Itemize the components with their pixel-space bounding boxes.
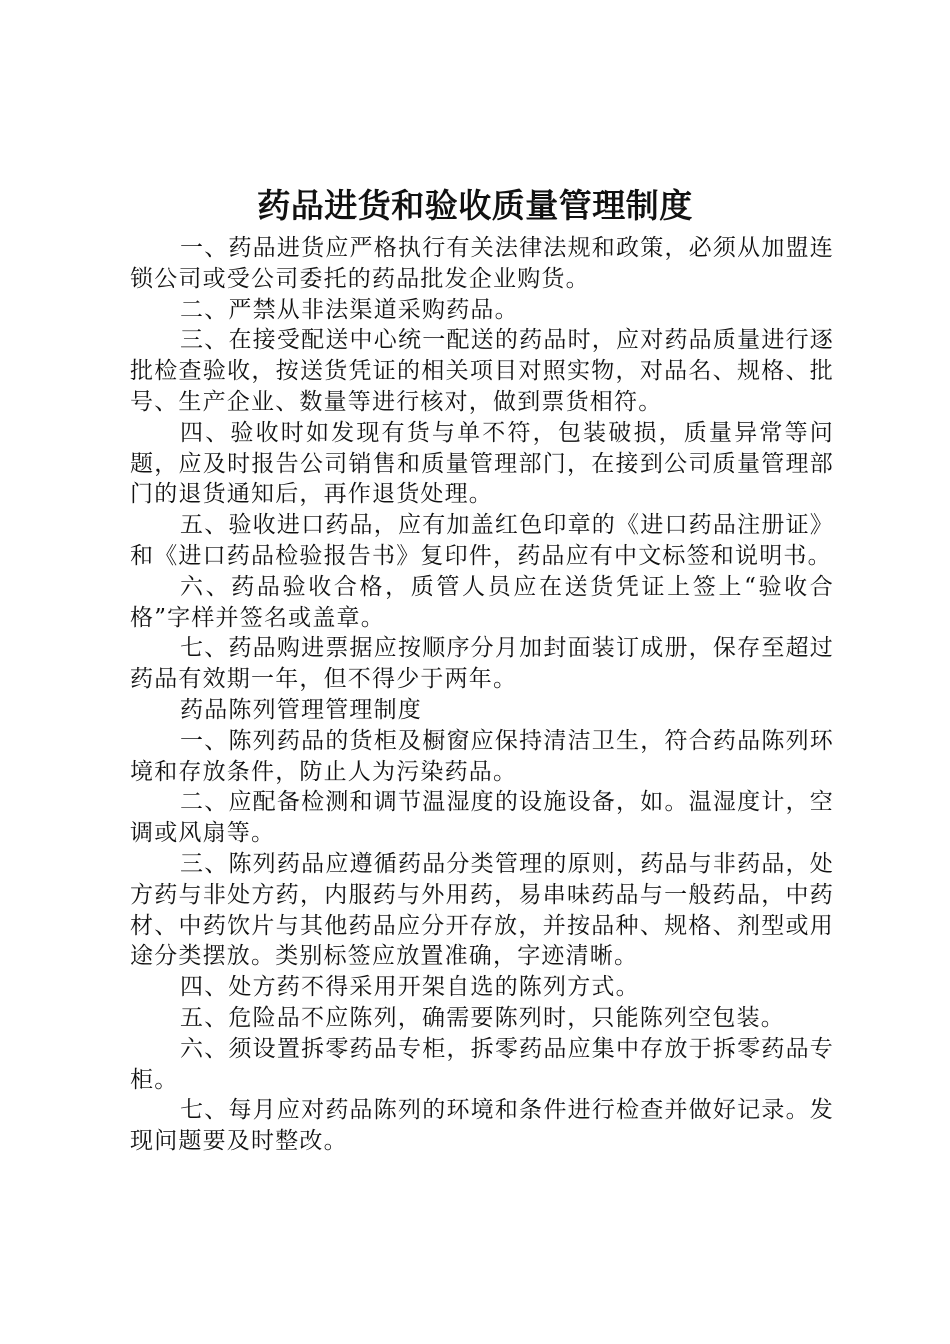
paragraph-hazardous-goods: 五、危险品不应陈列，确需要陈列时，只能陈列空包装。 xyxy=(180,1004,785,1031)
paragraph-imported-drugs: 五、验收进口药品，应有加盖红色印章的《进口药品注册证》和《进口药品检验报告书》复印件，药品应有中文标签和说明书。 xyxy=(130,512,834,569)
paragraph-purchase-source: 一、药品进货应严格执行有关法律法规和政策，必须从加盟连锁公司或受公司委托的药品批发企业购货。 xyxy=(130,235,834,292)
section-heading-display-rules: 药品陈列管理管理制度 xyxy=(180,696,422,723)
paragraph-display-cleanliness: 一、陈列药品的货柜及橱窗应保持清洁卫生，符合药品陈列环境和存放条件，防止人为污染药品。 xyxy=(130,727,834,785)
paragraph-climate-equipment: 二、应配备检测和调节温湿度的设施设备，如。温湿度计，空调或风扇等。 xyxy=(130,789,834,847)
paragraph-illegal-channel: 二、严禁从非法渠道采购药品。 xyxy=(180,296,519,323)
paragraph-prescription-display: 四、处方药不得采用开架自选的陈列方式。 xyxy=(180,974,640,1001)
document-body xyxy=(130,233,834,1157)
paragraph-split-package-cabinet: 六、须设置拆零药品专柜，拆零药品应集中存放于拆零药品专柜。 xyxy=(130,1035,834,1093)
paragraph-mismatch-handling: 四、验收时如发现有货与单不符，包装破损，质量异常等问题，应及时报告公司销售和质量管理部门，在接到公司质量管理部门的退货通知后，再作退货处理。 xyxy=(130,419,834,508)
paragraph-batch-inspection: 三、在接受配送中心统一配送的药品时，应对药品质量进行逐批检查验收，按送货凭证的相关项目对照实物，对品名、规格、批号、生产企业、数量等进行核对，做到票货相符。 xyxy=(130,327,834,415)
paragraph-classification: 三、陈列药品应遵循药品分类管理的原则，药品与非药品，处方药与非处方药，内服药与外用药，易串味药品与一般药品，中药材、中药饮片与其他药品应分开存放，并按品种、规格、剂型或用途分类摆放。类别标签应放置准确，字迹清晰。 xyxy=(130,850,834,970)
paragraph-acceptance-signature: 六、药品验收合格，质管人员应在送货凭证上签上“验收合格”字样并签名或盖章。 xyxy=(130,573,834,631)
paragraph-monthly-check: 七、每月应对药品陈列的环境和条件进行检查并做好记录。发现问题要及时整改。 xyxy=(130,1097,834,1155)
document-title: 药品进货和验收质量管理制度 xyxy=(257,186,693,225)
paragraph-receipt-archive: 七、药品购进票据应按顺序分月加封面装订成册，保存至超过药品有效期一年，但不得少于两年。 xyxy=(130,635,834,693)
